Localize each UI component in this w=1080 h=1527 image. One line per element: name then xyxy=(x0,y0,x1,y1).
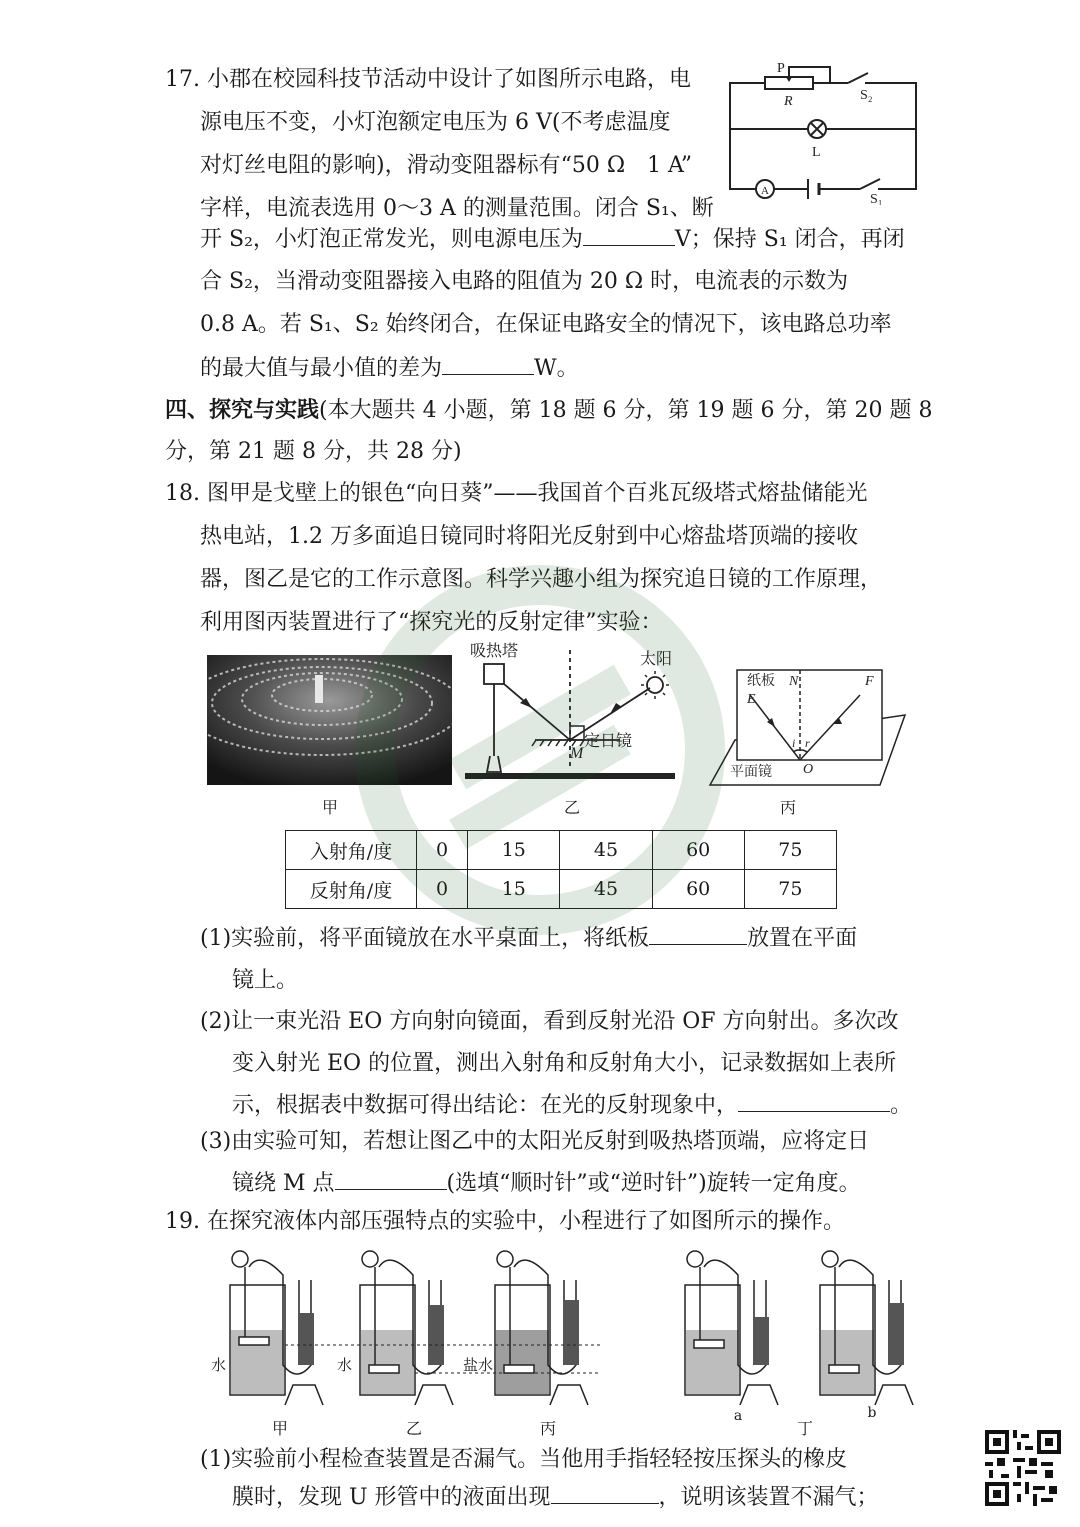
fig-label-19-yi: 乙 xyxy=(405,1419,422,1438)
q19-sub1-line1: (1)实验前小程检查装置是否漏气。当他用手指轻轻按压探头的橡皮 xyxy=(200,1447,848,1472)
label-heliostat: 定日镜 xyxy=(584,731,633,750)
circuit-s2-label: S₂ xyxy=(860,88,873,103)
table-row xyxy=(286,831,837,870)
q17-line3: 对灯丝电阻的影响)，滑动变阻器标有“50 Ω 1 A” xyxy=(200,153,692,178)
q18-sub3-line2: 镜绕 M 点 (选填“顺时针”或“逆时针”)旋转一定角度。 xyxy=(232,1161,861,1205)
q17-line6: 合 S₂，当滑动变阻器接入电路的阻值为 20 Ω 时，电流表的示数为 xyxy=(200,269,849,294)
circuit-r-label: R xyxy=(784,94,793,109)
table-cell: 75 xyxy=(744,831,836,870)
label-salt-water: 盐水 xyxy=(463,1356,494,1374)
fig-label-bing: 丙 xyxy=(779,798,796,817)
label-board: 纸板 xyxy=(747,673,775,689)
pressure-apparatus-figure xyxy=(205,1245,915,1415)
q18-line4: 利用图丙装置进行了“探究光的反射定律”实验： xyxy=(200,610,663,635)
circuit-p-label: P xyxy=(777,61,785,76)
q17-line1: 17. 小郡在校园科技节活动中设计了如图所示电路，电 xyxy=(165,67,691,92)
table-cell: 60 xyxy=(652,870,744,909)
label-water-1: 水 xyxy=(211,1356,227,1374)
answer-blank[interactable] xyxy=(551,1475,659,1504)
section4-line1: 四、探究与实践(本大题共 4 小题，第 18 题 6 分，第 19 题 6 分，第 20 题 8 xyxy=(165,397,933,423)
q18-sub1-line2: 镜上。 xyxy=(232,968,299,993)
fig-label-19-bing: 丙 xyxy=(539,1419,556,1438)
qr-code xyxy=(985,1430,1061,1506)
label-n: N xyxy=(789,674,799,689)
photo-solar-field xyxy=(207,655,452,785)
circuit-s1-label: S₁ xyxy=(870,192,883,205)
label-i: i xyxy=(792,736,796,750)
q18-sub2-line3: 示，根据表中数据可得出结论：在光的反射现象中， 。 xyxy=(232,1083,912,1127)
table-cell: 0 xyxy=(417,870,468,909)
fig-label-19-b: b xyxy=(867,1405,877,1421)
answer-blank[interactable] xyxy=(442,346,534,375)
q17-line2: 源电压不变，小灯泡额定电压为 6 V(不考虑温度 xyxy=(200,110,671,135)
q19-line1: 19. 在探究液体内部压强特点的实验中，小程进行了如图所示的操作。 xyxy=(165,1209,845,1234)
answer-blank[interactable] xyxy=(738,1083,890,1112)
table-cell: 45 xyxy=(560,870,652,909)
label-m: M xyxy=(570,745,584,762)
q18-line3: 器，图乙是它的工作示意图。科学兴趣小组为探究追日镜的工作原理， xyxy=(200,567,883,592)
q18-line2: 热电站，1.2 万多面追日镜同时将阳光反射到中心熔盐塔顶端的接收 xyxy=(200,524,858,549)
table-row xyxy=(286,870,837,909)
q17-line8: 的最大值与最小值的差为 W。 xyxy=(200,346,579,390)
section4-title: 四、探究与实践 xyxy=(165,397,320,423)
q17-line4: 字样，电流表选用 0～3 A 的测量范围。闭合 S₁、断 xyxy=(200,196,714,221)
reflection-apparatus xyxy=(705,665,910,790)
answer-blank[interactable] xyxy=(649,916,747,945)
answer-blank[interactable] xyxy=(583,217,675,246)
table-cell: 15 xyxy=(468,831,560,870)
label-water-2: 水 xyxy=(337,1356,353,1374)
label-f: F xyxy=(865,674,874,689)
table-cell: 75 xyxy=(744,870,836,909)
circuit-l-label: L xyxy=(812,145,821,160)
fig-label-19-ding: 丁 xyxy=(796,1419,813,1438)
fig-label-jia: 甲 xyxy=(321,798,338,817)
q17-line7: 0.8 A。若 S₁、S₂ 始终闭合，在保证电路安全的情况下，该电路总功率 xyxy=(200,312,892,337)
answer-blank[interactable] xyxy=(335,1161,447,1190)
label-e: E xyxy=(747,692,756,707)
section4-line2: 分，第 21 题 8 分，共 28 分) xyxy=(165,439,462,464)
label-plane-mirror: 平面镜 xyxy=(730,764,772,780)
label-tower: 吸热塔 xyxy=(470,641,519,660)
circuit-diagram xyxy=(720,55,930,205)
q19-sub1-line2: 膜时，发现 U 形管中的液面出现 ，说明该装置不漏气； xyxy=(232,1475,879,1519)
table-cell: 0 xyxy=(417,831,468,870)
q18-sub1-line1: (1)实验前，将平面镜放在水平桌面上，将纸板 放置在平面 xyxy=(200,916,857,960)
angle-table xyxy=(285,830,837,909)
tower-diagram xyxy=(460,640,700,790)
label-sun: 太阳 xyxy=(640,649,673,668)
q18-sub2-line2: 变入射光 EO 的位置，测出入射角和反射角大小，记录数据如上表所 xyxy=(232,1051,897,1076)
q18-sub3-line1: (3)由实验可知，若想让图乙中的太阳光反射到吸热塔顶端，应将定日 xyxy=(200,1129,870,1154)
table-header-incident: 入射角/度 xyxy=(286,831,417,870)
fig-label-19-jia: 甲 xyxy=(271,1419,288,1438)
label-o: O xyxy=(803,762,814,777)
fig-label-19-a: a xyxy=(733,1408,743,1424)
table-cell: 60 xyxy=(652,831,744,870)
q18-sub2-line1: (2)让一束光沿 EO 方向射向镜面，看到反射光沿 OF 方向射出。多次改 xyxy=(200,1009,899,1034)
table-cell: 45 xyxy=(560,831,652,870)
table-cell: 15 xyxy=(468,870,560,909)
label-r: r xyxy=(805,736,810,750)
circuit-a-label: A xyxy=(761,185,769,197)
fig-label-yi: 乙 xyxy=(563,798,580,817)
q18-line1: 18. 图甲是戈壁上的银色“向日葵”——我国首个百兆瓦级塔式熔盐储能光 xyxy=(165,481,868,506)
table-header-reflection: 反射角/度 xyxy=(286,870,417,909)
q17-line5: 开 S₂，小灯泡正常发光，则电源电压为 V；保持 S₁ 闭合，再闭 xyxy=(200,217,905,261)
